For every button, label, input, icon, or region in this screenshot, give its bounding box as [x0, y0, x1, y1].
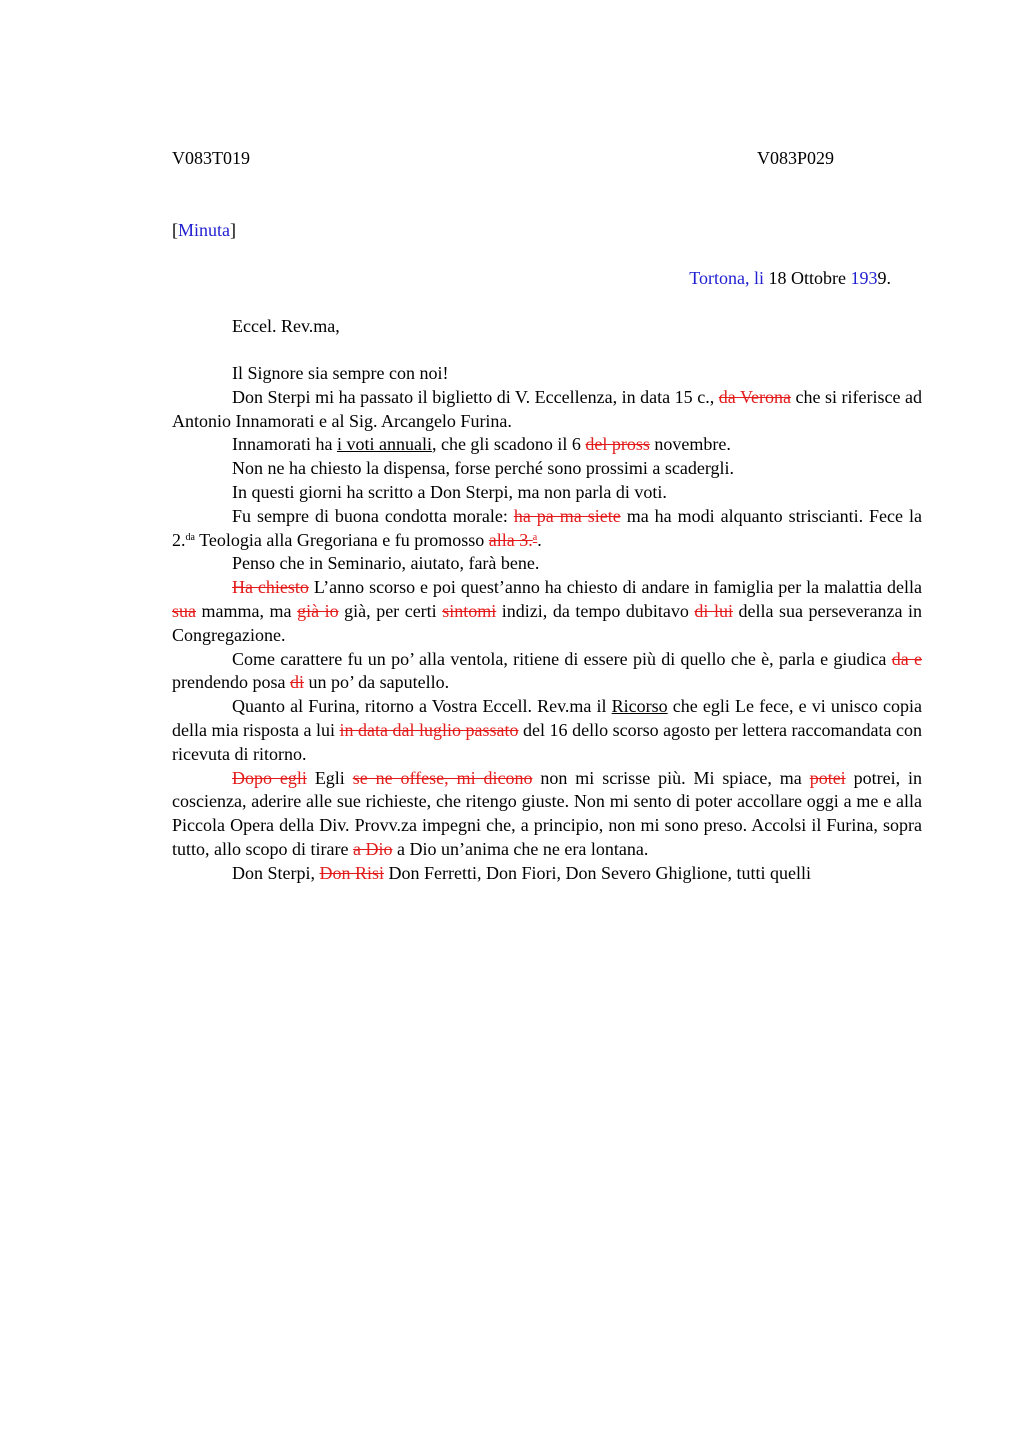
minuta-close-bracket: ]: [230, 220, 236, 240]
paragraph-8: [172, 576, 922, 647]
paragraph-text: Don Sterpi,: [232, 862, 320, 883]
paragraph-12: [172, 862, 922, 886]
minuta-open-bracket: [: [172, 220, 178, 240]
paragraph-text: del 16 dello scorso agosto per lettera raccomandata con ricevuta di ritorno.: [172, 719, 922, 764]
paragraph-text: Innamorati ha: [232, 434, 337, 455]
deleted-text: sua: [172, 600, 196, 621]
paragraph-text: L’anno scorso e poi quest’anno ha chiesto di andare in famiglia per la malattia della: [308, 577, 922, 598]
paragraph-5: In questi giorni ha scritto a Don Sterpi, ma non parla di voti.: [232, 481, 667, 502]
paragraph-text: .: [537, 529, 542, 550]
letter-body: [172, 362, 922, 886]
deleted-text: in data dal luglio passato: [339, 719, 519, 740]
deleted-text: a Dio: [352, 838, 393, 859]
paragraph-text: un po’ da saputello.: [303, 672, 450, 693]
deleted-text: Dopo egli: [232, 767, 307, 788]
paragraph-text: Don Ferretti, Don Fiori, Don Severo Ghiglione, tutti quelli: [384, 862, 811, 883]
deleted-text: da Verona: [718, 386, 791, 407]
deleted-text: se ne offese, mi dicono: [352, 767, 533, 788]
paragraph-text: della sua perseveranza in Congregazione.: [172, 600, 923, 645]
deleted-text: potei: [809, 767, 846, 788]
paragraph-text: non mi scrisse più. Mi spiace, ma: [532, 767, 810, 788]
deleted-text-body: alla 3.: [488, 529, 533, 550]
paragraph-text: Teologia alla Gregoriana e fu promosso: [194, 529, 489, 550]
paragraph-1: Il Signore sia sempre con noi!: [232, 363, 449, 383]
deleted-text: del pross: [585, 434, 650, 455]
document-code-left: V083T019: [172, 148, 250, 168]
document-code-right: V083P029: [757, 148, 835, 168]
paragraph-text: mamma, ma: [196, 600, 298, 621]
paragraph-2: [172, 386, 922, 434]
paragraph-text: Fu sempre di buona condotta morale:: [232, 505, 514, 526]
paragraph-text: che si riferisce ad Antonio Innamorati e al Sig. Arcangelo Furina.: [172, 386, 923, 431]
minuta-label: [172, 218, 236, 242]
paragraph-text: potrei, in coscienza, aderire alle sue richieste, che ritengo giuste. Non mi sento di poter accollare oggi a me e alla Piccola Opera della Div. Provv.za impegni che, a principio, non mi sono preso. Accolsi il Furina, sopra tutto, allo scopo di tirare: [172, 767, 922, 859]
paragraph-text: , che gli scadono il 6: [431, 434, 586, 455]
underlined-text: Ricorso: [611, 696, 668, 717]
paragraph-text: prendendo posa: [172, 672, 290, 693]
paragraph-6: [172, 505, 922, 553]
paragraph-text: Don Sterpi mi ha passato il biglietto di V. Eccellenza, in data 15 c.,: [232, 386, 719, 407]
paragraph-text: che egli Le fece, e vi unisco copia della mia risposta a lui: [172, 696, 922, 740]
deleted-text: Ha chiesto: [232, 577, 309, 598]
salutation: Eccel. Rev.ma,: [232, 316, 340, 336]
paragraph-text: Quanto al Furina, ritorno a Vostra Eccell. Rev.ma il: [232, 696, 612, 717]
paragraph-3: [172, 433, 922, 457]
paragraph-10: [172, 695, 922, 766]
deleted-text: [489, 530, 537, 550]
deleted-text: ha pa ma siete: [513, 505, 621, 526]
dateline-place: Tortona, li: [689, 268, 765, 288]
paragraph-text: indizi, da tempo dubitavo: [496, 600, 695, 621]
deleted-text: da e: [891, 648, 922, 669]
deleted-text: di: [289, 672, 304, 693]
paragraph-4: Non ne ha chiesto la dispensa, forse perché sono prossimi a scadergli.: [232, 458, 735, 479]
dateline-year-suffix: 9.: [877, 268, 891, 288]
paragraph-text: ma ha modi alquanto striscianti. Fece la 2.: [172, 505, 922, 550]
dateline: [689, 266, 891, 290]
superscript-text: da: [185, 531, 195, 543]
paragraph-text: Egli: [306, 767, 353, 788]
paragraph-text: novembre.: [649, 434, 731, 455]
deleted-text: Don Risi: [319, 862, 385, 883]
paragraph-9: [172, 648, 922, 696]
deleted-text: di lui: [694, 600, 733, 621]
superscript-text: a: [532, 531, 538, 543]
paragraph-text: già, per certi: [338, 600, 443, 621]
deleted-text: sintomi: [442, 600, 497, 621]
minuta-text: Minuta: [178, 220, 230, 240]
dateline-year-prefix: 193: [850, 268, 878, 288]
paragraph-11: [172, 767, 922, 862]
dateline-day-month: 18 Ottobre: [764, 268, 851, 288]
paragraph-text: Come carattere fu un po’ alla ventola, ritiene di essere più di quello che è, parla e giudica: [232, 648, 892, 669]
deleted-text: già io: [297, 600, 339, 621]
paragraph-text: a Dio un’anima che ne era lontana.: [392, 838, 649, 859]
paragraph-7: Penso che in Seminario, aiutato, farà bene.: [232, 553, 540, 574]
underlined-text: i voti annuali: [336, 434, 432, 455]
